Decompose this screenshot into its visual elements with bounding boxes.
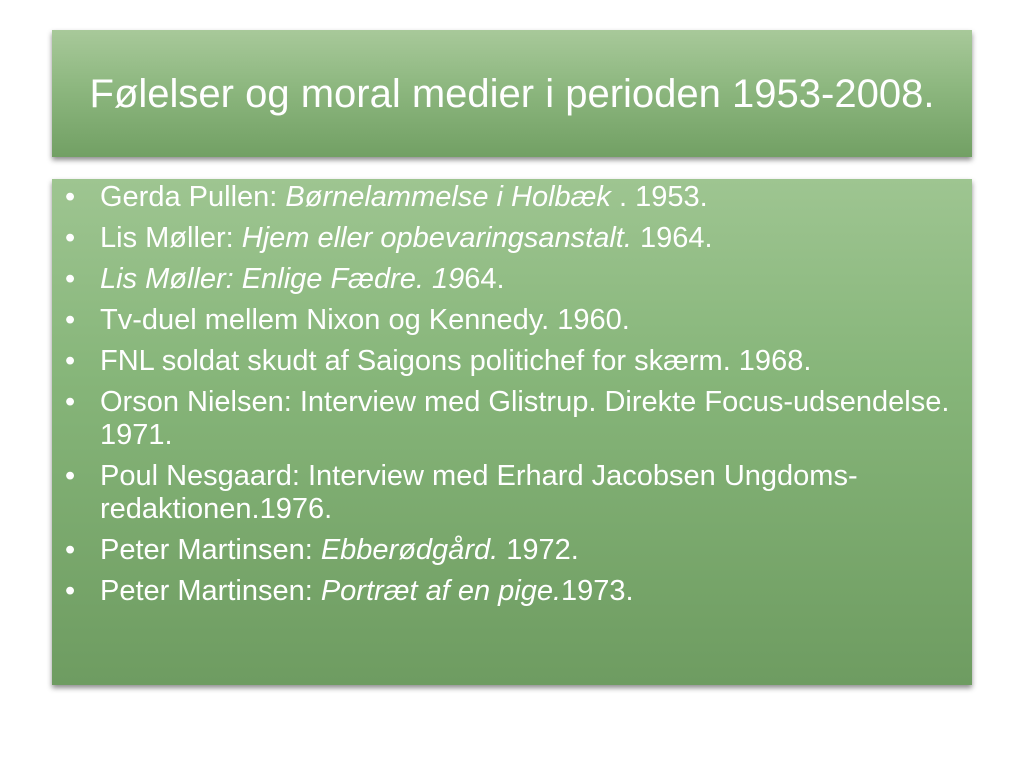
- slide-title: Følelser og moral medier i perioden 1953-2008.: [89, 71, 935, 116]
- bullet-icon: •: [65, 575, 76, 607]
- item-year: . 1953.: [610, 181, 708, 213]
- bullet-icon: •: [65, 181, 76, 213]
- item-text: Peter Martinsen:: [100, 534, 321, 566]
- bullet-icon: •: [65, 460, 76, 492]
- bullet-icon: •: [65, 263, 76, 295]
- title-box: [52, 30, 972, 157]
- item-text: Orson Nielsen: Interview med Glistrup. Direkte Focus-udsendelse. 1971.: [100, 386, 950, 451]
- item-year: 64.: [464, 263, 505, 295]
- item-text: Poul Nesgaard: Interview med Erhard Jacobsen Ungdoms-redaktionen.1976.: [100, 460, 858, 525]
- list-item: [52, 263, 952, 296]
- bullet-icon: •: [65, 222, 76, 254]
- bullet-icon: •: [65, 386, 76, 418]
- list-item: [52, 304, 952, 337]
- bullet-icon: •: [65, 304, 76, 336]
- item-title: Ebberødgård.: [320, 534, 499, 566]
- item-title: Portræt af en pige.: [320, 575, 562, 607]
- list-item: [52, 534, 952, 567]
- item-title: Børnelammelse i Holbæk: [285, 181, 611, 213]
- item-text: Lis Møller:: [100, 222, 242, 254]
- content-box: [52, 179, 972, 685]
- item-text: Tv-duel mellem Nixon og Kennedy. 1960.: [100, 304, 630, 336]
- item-text: Gerda Pullen:: [100, 181, 286, 213]
- list-item: [52, 460, 952, 526]
- list-item: [52, 222, 952, 255]
- bullet-icon: •: [65, 534, 76, 566]
- item-text: FNL soldat skudt af Saigons politichef for skærm. 1968.: [100, 345, 812, 377]
- list-item: [52, 575, 952, 608]
- list-item: [52, 181, 952, 214]
- bullet-list: [52, 179, 972, 608]
- item-text: Peter Martinsen:: [100, 575, 321, 607]
- bullet-icon: •: [65, 345, 76, 377]
- item-title: Lis Møller: Enlige Fædre. 19: [100, 263, 465, 295]
- list-item: [52, 345, 952, 378]
- item-year: 1973.: [561, 575, 634, 607]
- item-year: 1972.: [498, 534, 579, 566]
- item-year: 1964.: [631, 222, 713, 254]
- list-item: [52, 386, 952, 452]
- item-title: Hjem eller opbevaringsanstalt.: [241, 222, 632, 254]
